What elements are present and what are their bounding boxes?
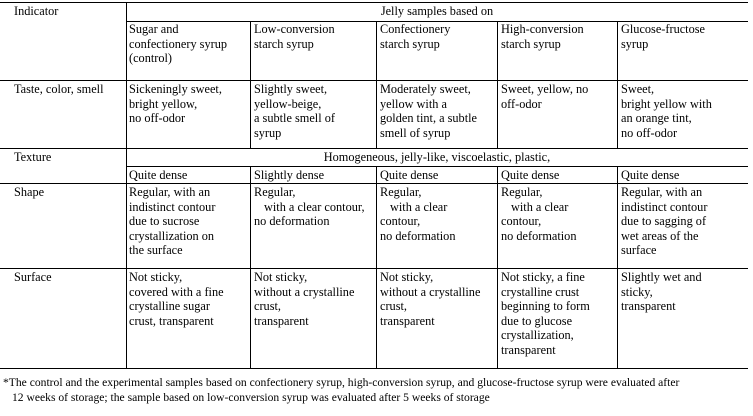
texture-span-text: Homogeneous, jelly-like, viscoelastic, plastic, bbox=[323, 150, 551, 164]
surface-control: Not sticky, covered with a fine crystalline sugar crust, transparent bbox=[129, 270, 224, 328]
texture-low-conversion: Slightly dense bbox=[254, 168, 325, 182]
rule-col-divider-4 bbox=[497, 21, 498, 148]
rule-col-divider-3 bbox=[376, 21, 377, 148]
taste-glucose-fructose: Sweet, bright yellow with an orange tint, no off-odor bbox=[621, 82, 712, 140]
rule-col-divider-2b bbox=[250, 166, 251, 368]
header-col-glucose-fructose: Glucose-fructose syrup bbox=[621, 22, 705, 51]
texture-high-conversion: Quite dense bbox=[501, 168, 560, 182]
texture-control: Quite dense bbox=[129, 168, 188, 182]
texture-glucose-fructose: Quite dense bbox=[621, 168, 680, 182]
rule-header-bottom bbox=[0, 80, 748, 81]
rule-col-divider-3b bbox=[376, 166, 377, 368]
row-label-surface: Surface bbox=[14, 270, 52, 284]
texture-confectionery: Quite dense bbox=[380, 168, 439, 182]
row-label-taste: Taste, color, smell bbox=[14, 82, 104, 96]
surface-confectionery: Not sticky, without a crystalline crust, transparent bbox=[380, 270, 481, 328]
rule-col-divider-1 bbox=[126, 2, 127, 368]
footnote bbox=[3, 376, 751, 405]
header-col-confectionery: Confectionery starch syrup bbox=[380, 22, 451, 51]
rule-shape-bottom bbox=[0, 268, 748, 269]
rule-top bbox=[0, 2, 748, 3]
surface-glucose-fructose: Slightly wet and sticky, transparent bbox=[621, 270, 702, 314]
taste-control: Sickeningly sweet, bright yellow, no off-odor bbox=[129, 82, 222, 126]
row-label-shape: Shape bbox=[14, 185, 45, 199]
shape-low-conversion: Regular, with a clear contour, no deformation bbox=[254, 185, 365, 229]
taste-low-conversion: Slightly sweet, yellow-beige, a subtle smell of syrup bbox=[254, 82, 335, 140]
surface-high-conversion: Not sticky, a fine crystalline crust beginning to form due to glucose crystallization, transparent bbox=[501, 270, 590, 357]
shape-confectionery: Regular, with a clear contour, no deformation bbox=[380, 185, 456, 243]
shape-high-conversion: Regular, with a clear contour, no deformation bbox=[501, 185, 577, 243]
header-col-high-conversion: High-conversion starch syrup bbox=[501, 22, 584, 51]
taste-confectionery: Moderately sweet, yellow with a golden tint, a subtle smell of syrup bbox=[380, 82, 477, 140]
rule-col-divider-5 bbox=[617, 21, 618, 148]
header-group-title: Jelly samples based on bbox=[380, 4, 494, 18]
rule-texture-span bbox=[126, 166, 748, 167]
footnote-line-2: 12 weeks of storage; the sample based on low-conversion syrup was evaluated after 5 weeks of storage bbox=[12, 390, 490, 404]
footnote-line-1: *The control and the experimental samples based on confectionery syrup, high-conversion syrup, and glucose-fructose syrup were evaluated after bbox=[3, 376, 680, 389]
header-col-low-conversion: Low-conversion starch syrup bbox=[254, 22, 335, 51]
taste-high-conversion: Sweet, yellow, no off-odor bbox=[501, 82, 589, 111]
shape-control: Regular, with an indistinct contour due to sucrose crystallization on the surface bbox=[129, 185, 216, 258]
rule-table-bottom bbox=[0, 368, 748, 369]
rule-texture-bottom bbox=[0, 183, 748, 184]
rule-col-divider-4b bbox=[497, 166, 498, 368]
row-label-texture: Texture bbox=[14, 150, 52, 164]
rule-col-divider-2 bbox=[250, 21, 251, 148]
header-indicator: Indicator bbox=[14, 4, 59, 18]
rule-col-divider-5b bbox=[617, 166, 618, 368]
rule-taste-bottom bbox=[0, 148, 748, 149]
header-col-control: Sugar and confectionery syrup (control) bbox=[129, 22, 227, 66]
surface-low-conversion: Not sticky, without a crystalline crust, transparent bbox=[254, 270, 355, 328]
shape-glucose-fructose: Regular, with an indistinct contour due to sagging of wet areas of the surface bbox=[621, 185, 708, 258]
